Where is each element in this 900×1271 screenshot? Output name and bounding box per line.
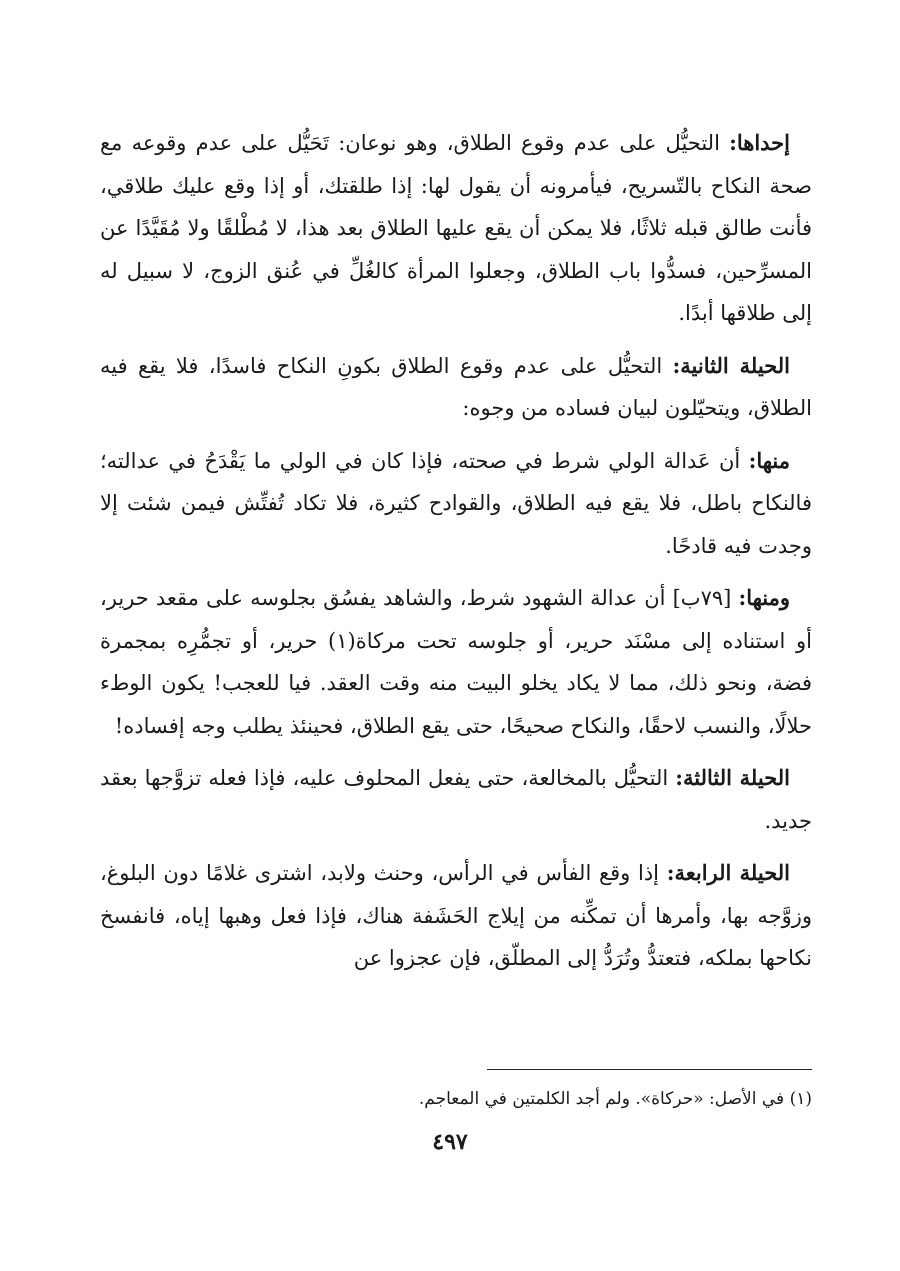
paragraph-6	[100, 852, 812, 980]
paragraph-text: التحيُّل بالمخالعة، حتى يفعل المحلوف عليه، فإذا فعله تزوَّجها بعقد جديد.	[100, 766, 812, 833]
paragraph-lead: منها:	[748, 447, 790, 473]
page-body	[100, 122, 812, 990]
paragraph-3	[100, 440, 812, 568]
paragraph-lead: الحيلة الثالثة:	[675, 765, 790, 790]
paragraph-lead: الحيلة الثانية:	[672, 352, 790, 378]
footnote-divider	[487, 1069, 812, 1070]
page-number: ٤٩٧	[432, 1129, 468, 1155]
paragraph-text: [٧٩ب] أن عدالة الشهود شرط، والشاهد يفسُق بجلوسه على مقعد حرير، أو استناده إلى مسْنَد حرير، أو جلوسه تحت مركاة(١) حرير، أو تجمُّرِه بمجمرة فضة، ونحو ذلك، مما لا يكاد يخلو البيت منه وقت العقد. فيا للعجب! يكون الوطء حلالًا، والنسب لاحقًا، والنكاح صحيحًا، حتى يقع الطلاق، فحينئذ يطلب وجه إفساده!	[100, 586, 812, 738]
paragraph-4	[100, 577, 812, 747]
paragraph-text: التحيُّل على عدم وقوع الطلاق، وهو نوعان: تَحَيُّل على عدم وقوعه مع صحة النكاح بالتّسريح، فيأمرونه أن يقول لها: إذا طلقتك، أو إذا وقع عليك طلاقي، فأنت طالق قبله ثلاثًا، فلا يمكن أن يقع عليها الطلاق بعد هذا، لا مُطْلقًا ولا مُقَيَّدًا عن المسرِّحين، فسدُّوا باب الطلاق، وجعلوا المرأة كالغُلِّ في عُنق الزوج، لا سبيل له إلى طلاقها أبدًا.	[100, 131, 812, 325]
paragraph-lead: إحداها:	[729, 130, 790, 155]
paragraph-text: التحيُّل على عدم وقوع الطلاق بكونِ النكاح فاسدًا، فلا يقع فيه الطلاق، ويتحيّلون لبيان فساده من وجوه:	[100, 353, 812, 420]
paragraph-5	[100, 757, 812, 842]
paragraph-lead: الحيلة الرابعة:	[666, 860, 790, 885]
paragraph-1	[100, 122, 812, 335]
paragraph-text: أن عَدالة الولي شرط في صحته، فإذا كان في الولي ما يَقْدَحُ في عدالته؛ فالنكاح باطل، فلا يقع فيه الطلاق، والقوادح كثيرة، فلا تكاد تُفتِّش فيمن شئت إلا وجدت فيه قادحًا.	[100, 448, 812, 558]
footnote: (١) في الأصل: «حركاة». ولم أجد الكلمتين في المعاجم.	[418, 1089, 812, 1109]
paragraph-2	[100, 345, 812, 430]
paragraph-lead: ومنها:	[738, 585, 790, 610]
paragraph-text: إذا وقع الفأس في الرأس، وحنث ولابد، اشترى غلامًا دون البلوغ، وزوَّجه بها، وأمرها أن تمكِّنه من إيلاج الحَشَفة هناك، فإذا فعل وهبها إياه، فانفسخ نكاحها بملكه، فتعتدُّ وتُرَدُّ إلى المطلّق، فإن عجزوا عن	[100, 861, 812, 970]
